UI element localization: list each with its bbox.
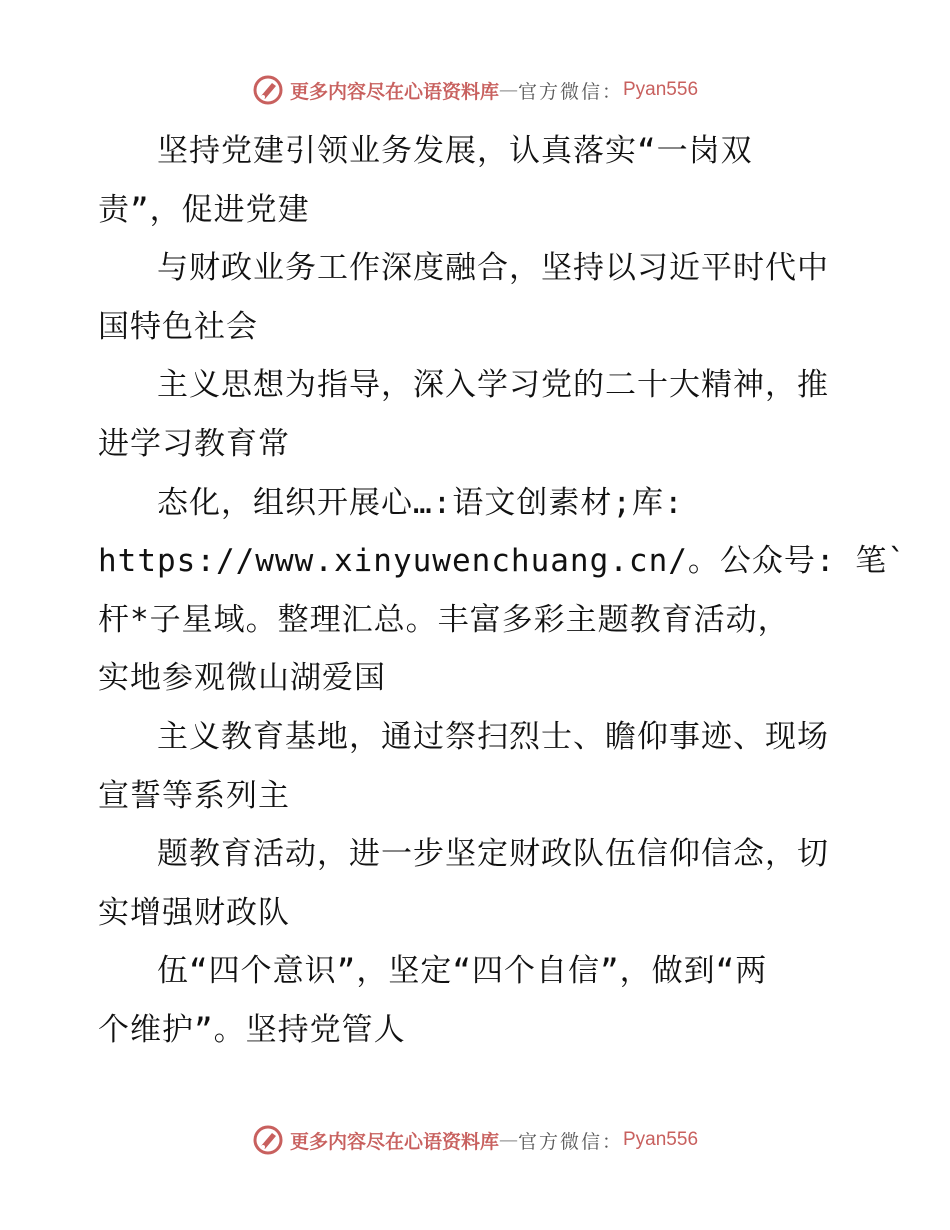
body-line: https://www.xinyuwenchuang.cn/。公众号: 笔` bbox=[98, 543, 907, 580]
pen-logo-icon bbox=[252, 1124, 284, 1156]
header-dash: — bbox=[498, 79, 518, 101]
body-line: 题教育活动，进一步坚定财政队伍信仰信念，切 bbox=[98, 836, 829, 873]
body-line: 与财政业务工作深度融合，坚持以习近平时代中 bbox=[98, 250, 829, 287]
footer-dash: — bbox=[498, 1129, 518, 1151]
header-site-text: 更多内容尽在心语资料库 bbox=[289, 80, 499, 103]
body-line: 进学习教育常 bbox=[98, 425, 290, 462]
header-wechat-id: Pyan556 bbox=[623, 79, 699, 100]
body-line: 态化，组织开展心…:语文创素材;库: bbox=[98, 484, 684, 521]
footer-site-text: 更多内容尽在心语资料库 bbox=[289, 1130, 499, 1153]
pen-logo-icon bbox=[252, 74, 284, 106]
body-line: 伍“四个意识”，坚定“四个自信”，做到“两 bbox=[98, 953, 768, 990]
body-line: 主义思想为指导，深入学习党的二十大精神，推 bbox=[98, 367, 829, 404]
header-wechat-label: 官方微信： bbox=[517, 80, 623, 103]
document-body bbox=[98, 122, 907, 1060]
body-line: 宣誓等系列主 bbox=[98, 777, 290, 814]
header-banner bbox=[0, 70, 950, 110]
body-line: 个维护”。坚持党管人 bbox=[98, 1011, 406, 1048]
body-line: 实地参观微山湖爱国 bbox=[98, 660, 386, 697]
footer-wechat-id: Pyan556 bbox=[623, 1129, 699, 1150]
body-line: 主义教育基地，通过祭扫烈士、瞻仰事迹、现场 bbox=[98, 718, 829, 755]
body-line: 国特色社会 bbox=[98, 308, 258, 345]
body-line: 杆*子星域。整理汇总。丰富多彩主题教育活动， bbox=[98, 601, 790, 638]
body-line: 责”，促进党建 bbox=[98, 191, 310, 228]
footer-wechat-label: 官方微信： bbox=[517, 1130, 623, 1153]
body-line: 实增强财政队 bbox=[98, 894, 290, 931]
body-line: 坚持党建引领业务发展，认真落实“一岗双 bbox=[98, 133, 753, 169]
footer-banner bbox=[0, 1120, 950, 1160]
